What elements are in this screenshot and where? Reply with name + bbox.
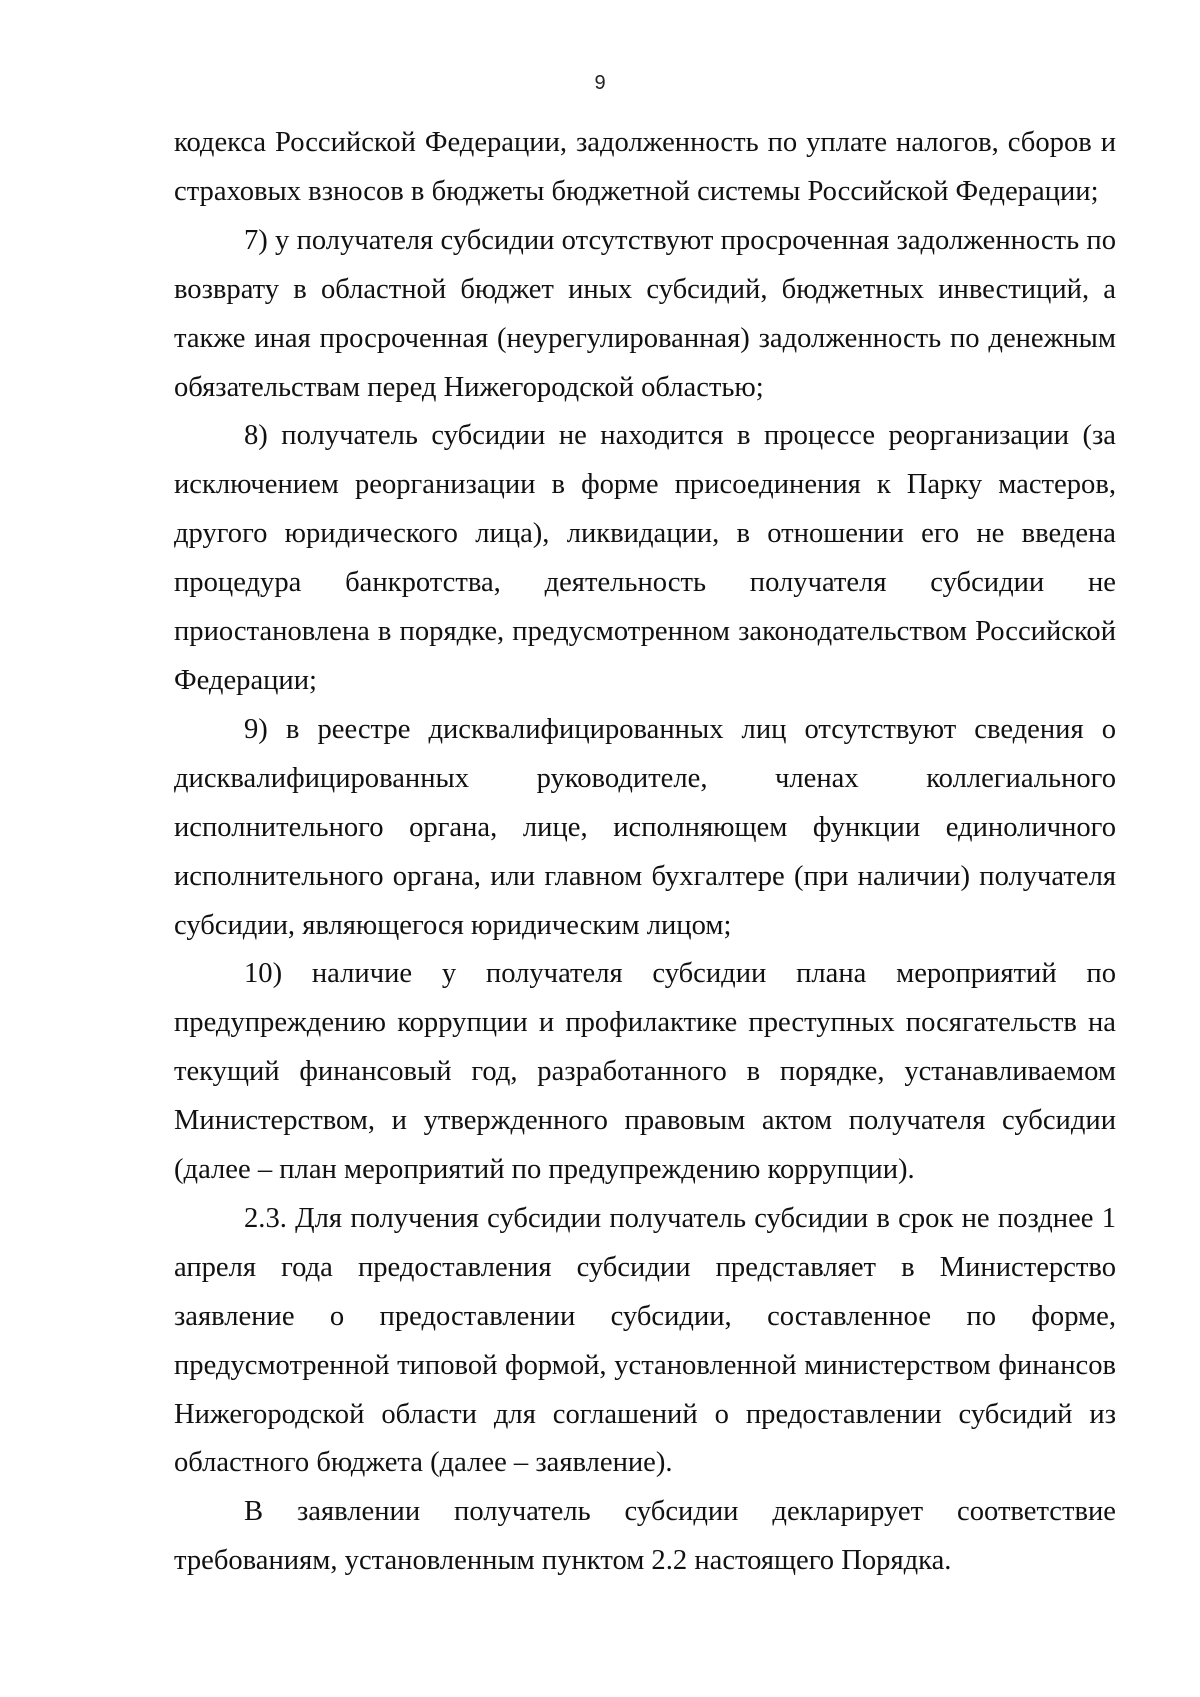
document-body [174, 119, 1116, 1586]
paragraph-item-10: 10) наличие у получателя субсидии плана мероприятий по предупреждению коррупции и профилактике преступных посягательств на текущий финансовый год, разработанного в порядке, устанавливаемом Министерством, и утвержденного правовым актом получателя субсидии (далее – план мероприятий по предупреждению коррупции). [174, 958, 1116, 1186]
paragraph-declaration: В заявлении получатель субсидии декларирует соответствие требованиям, установленным пунктом 2.2 настоящего Порядка. [174, 1496, 1116, 1577]
paragraph-continuation: кодекса Российской Федерации, задолженность по уплате налогов, сборов и страховых взносов в бюджеты бюджетной системы Российской Федерации; [174, 127, 1116, 207]
paragraph-item-9: 9) в реестре дисквалифицированных лиц отсутствуют сведения о дисквалифицированных руководителе, членах коллегиального исполнительного органа, лице, исполняющем функции единоличного исполнительного органа, или главном бухгалтере (при наличии) получателя субсидии, являющегося юридическим лицом; [174, 713, 1116, 941]
paragraph-item-7: 7) у получателя субсидии отсутствуют просроченная задолженность по возврату в областной бюджет иных субсидий, бюджетных инвестиций, а также иная просроченная (неурегулированная) задолженность по денежным обязательствам перед Нижегородской областью; [174, 224, 1116, 403]
paragraph-item-8: 8) получатель субсидии не находится в процессе реорганизации (за исключением реорганизации в форме присоединения к Парку мастеров, другого юридического лица), ликвидации, в отношении его не введена процедура банкротства, деятельность получателя субсидии не приостановлена в порядке, предусмотренном законодательством Российской Федерации; [174, 420, 1116, 696]
paragraph-section-2-3: 2.3. Для получения субсидии получатель субсидии в срок не позднее 1 апреля года предоставления субсидии представляет в Министерство заявление о предоставлении субсидии, составленное по форме, предусмотренной типовой формой, установленной министерством финансов Нижегородской области для соглашений о предоставлении субсидий из областного бюджета (далее – заявление). [174, 1202, 1116, 1479]
page-number: 9 [594, 72, 606, 94]
